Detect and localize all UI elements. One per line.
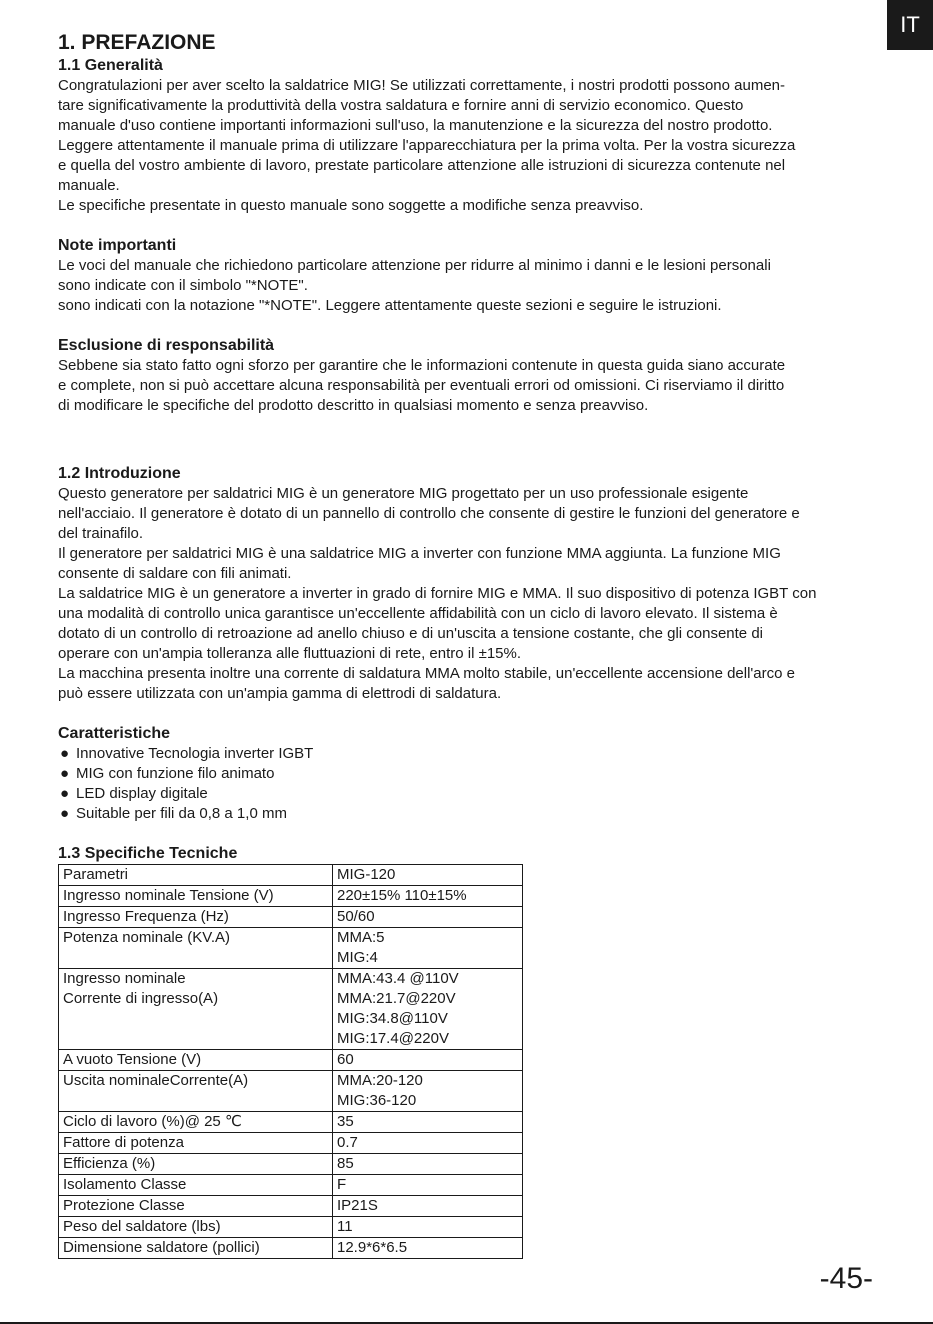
features-list — [58, 744, 893, 824]
disclaimer-heading: Esclusione di responsabilità — [58, 337, 275, 354]
cell-line: MIG:34.8@110V — [337, 1010, 448, 1027]
language-tab: IT — [887, 0, 933, 50]
spec-value-cell — [333, 1071, 523, 1112]
table-row — [59, 1071, 523, 1112]
text-line: tare significativamente la produttività della vostra saldatura e fornire anni di servizio economico. Questo — [58, 97, 744, 114]
spec-name-cell — [59, 1217, 333, 1238]
cell-line: Potenza nominale (KV.A) — [63, 929, 231, 946]
specs-table — [58, 864, 523, 1259]
text-line: sono indicate con il simbolo "*NOTE". — [58, 277, 308, 294]
cell-line: 60 — [337, 1051, 354, 1068]
spec-value-cell — [333, 1238, 523, 1259]
text-line: può essere utilizzata con un'ampia gamma di elettrodi di saldatura. — [58, 685, 502, 702]
page-title: 1. PREFAZIONE — [58, 31, 216, 54]
spec-name-cell — [59, 907, 333, 928]
page-number: -45- — [819, 1262, 873, 1295]
cell-line: Isolamento Classe — [63, 1176, 187, 1193]
text-line: e quella del vostro ambiente di lavoro, prestate particolare attenzione alle istruzioni di sicurezza contenute nel — [58, 157, 786, 174]
cell-line: 35 — [337, 1113, 354, 1130]
page-content — [58, 30, 893, 1259]
feature-item — [58, 804, 893, 824]
table-row — [59, 928, 523, 969]
text-line: manuale. — [58, 177, 120, 194]
spec-value-cell — [333, 1196, 523, 1217]
text-line: Congratulazioni per aver scelto la saldatrice MIG! Se utilizzati correttamente, i nostri prodotti possono aumen- — [58, 77, 786, 94]
feature-item — [58, 784, 893, 804]
text-line: nell'acciaio. Il generatore è dotato di un pannello di controllo che consente di gestire le funzioni del generatore e — [58, 505, 800, 522]
table-row — [59, 1217, 523, 1238]
spec-value-cell — [333, 865, 523, 886]
cell-line: F — [337, 1176, 347, 1193]
cell-line: 12.9*6*6.5 — [337, 1239, 408, 1256]
cell-line: MMA:21.7@220V — [337, 990, 456, 1007]
spec-name-cell — [59, 1071, 333, 1112]
spec-value-cell — [333, 907, 523, 928]
note-heading: Note importanti — [58, 237, 177, 254]
feature-label: Innovative Tecnologia inverter IGBT — [76, 745, 314, 762]
cell-line: Ingresso Frequenza (Hz) — [63, 908, 229, 925]
spec-name-cell — [59, 886, 333, 907]
bullet-icon: ● — [60, 805, 70, 822]
table-row — [59, 1133, 523, 1154]
table-row — [59, 1154, 523, 1175]
cell-line: MIG:36-120 — [337, 1092, 417, 1109]
cell-line: Ingresso nominale Tensione (V) — [63, 887, 274, 904]
text-line: e complete, non si può accettare alcuna responsabilità per eventuali errori od omissioni. Ci riserviamo il diritto — [58, 377, 785, 394]
cell-line: 85 — [337, 1155, 354, 1172]
table-row — [59, 1175, 523, 1196]
spec-name-cell — [59, 865, 333, 886]
table-row — [59, 1238, 523, 1259]
cell-line: 11 — [337, 1218, 353, 1235]
table-row — [59, 865, 523, 886]
text-line: una modalità di controllo unica garantisce un'eccellente affidabilità con un ciclo di lavoro elevato. Il sistema è — [58, 605, 778, 622]
cell-line: 50/60 — [337, 908, 375, 925]
spec-value-cell — [333, 969, 523, 1050]
cell-line: Uscita nominaleCorrente(A) — [63, 1072, 249, 1089]
cell-line: Parametri — [63, 866, 129, 883]
cell-line: MMA:5 — [337, 929, 385, 946]
bullet-icon: ● — [60, 745, 70, 762]
cell-line: Corrente di ingresso(A) — [63, 990, 219, 1007]
spec-value-cell — [333, 928, 523, 969]
spec-value-cell — [333, 1217, 523, 1238]
table-row — [59, 969, 523, 1050]
spec-name-cell — [59, 1050, 333, 1071]
table-row — [59, 1112, 523, 1133]
feature-label: LED display digitale — [76, 785, 208, 802]
table-row — [59, 1050, 523, 1071]
table-row — [59, 1196, 523, 1217]
bullet-icon: ● — [60, 785, 70, 802]
spec-name-cell — [59, 969, 333, 1050]
cell-line: A vuoto Tensione (V) — [63, 1051, 202, 1068]
introduzione-body — [58, 484, 893, 704]
text-line: Le specifiche presentate in questo manuale sono soggette a modifiche senza preavviso. — [58, 197, 644, 214]
cell-line: Peso del saldatore (lbs) — [63, 1218, 221, 1235]
cell-line: 220±15% 110±15% — [337, 887, 467, 904]
spec-name-cell — [59, 1175, 333, 1196]
spec-value-cell — [333, 1050, 523, 1071]
cell-line: MIG:17.4@220V — [337, 1030, 449, 1047]
section-heading-specifiche: 1.3 Specifiche Tecniche — [58, 845, 238, 862]
spec-name-cell — [59, 1238, 333, 1259]
text-line: manuale d'uso contiene importanti informazioni sull'uso, la manutenzione e la sicurezza del nostro prodotto. — [58, 117, 773, 134]
table-row — [59, 886, 523, 907]
text-line: La saldatrice MIG è un generatore a inverter in grado di fornire MIG e MMA. Il suo dispositivo di potenza IGBT con — [58, 585, 817, 602]
cell-line: Protezione Classe — [63, 1197, 185, 1214]
cell-line: Dimensione saldatore (pollici) — [63, 1239, 260, 1256]
bullet-icon: ● — [60, 765, 70, 782]
cell-line: IP21S — [337, 1197, 378, 1214]
generalita-body — [58, 76, 893, 216]
spec-name-cell — [59, 1133, 333, 1154]
spec-name-cell — [59, 928, 333, 969]
text-line: dotato di un controllo di retroazione ad anello chiuso e di un'uscita a tensione costante, che gli consente di — [58, 625, 763, 642]
cell-line: Fattore di potenza — [63, 1134, 184, 1151]
spec-name-cell — [59, 1154, 333, 1175]
spec-value-cell — [333, 1175, 523, 1196]
text-line: Il generatore per saldatrici MIG è una saldatrice MIG a inverter con funzione MMA aggiunta. La funzione MIG — [58, 545, 781, 562]
spec-value-cell — [333, 1154, 523, 1175]
table-row — [59, 907, 523, 928]
spec-name-cell — [59, 1196, 333, 1217]
text-line: consente di saldare con fili animati. — [58, 565, 292, 582]
text-line: Sebbene sia stato fatto ogni sforzo per garantire che le informazioni contenute in questa guida siano accurate — [58, 357, 786, 374]
section-heading-generalita: 1.1 Generalità — [58, 57, 163, 74]
disclaimer-body — [58, 356, 893, 416]
cell-line: MIG-120 — [337, 866, 396, 883]
cell-line: 0.7 — [337, 1134, 358, 1151]
features-heading: Caratteristiche — [58, 725, 171, 742]
cell-line: Ingresso nominale — [63, 970, 186, 987]
text-line: Le voci del manuale che richiedono particolare attenzione per ridurre al minimo i danni e le lesioni personali — [58, 257, 771, 274]
feature-label: Suitable per fili da 0,8 a 1,0 mm — [76, 805, 287, 822]
cell-line: MMA:20-120 — [337, 1072, 423, 1089]
feature-item — [58, 764, 893, 784]
text-line: La macchina presenta inoltre una corrente di saldatura MMA molto stabile, un'eccellente accensione dell'arco e — [58, 665, 795, 682]
cell-line: Efficienza (%) — [63, 1155, 156, 1172]
text-line: Leggere attentamente il manuale prima di utilizzare l'apparecchiatura per la prima volta. Per la vostra sicurezza — [58, 137, 796, 154]
section-heading-introduzione: 1.2 Introduzione — [58, 465, 181, 482]
spec-value-cell — [333, 1112, 523, 1133]
note-body — [58, 256, 893, 316]
feature-item — [58, 744, 893, 764]
cell-line: MMA:43.4 @110V — [337, 970, 459, 987]
text-line: del trainafilo. — [58, 525, 144, 542]
text-line: sono indicati con la notazione "*NOTE". Leggere attentamente queste sezioni e seguire le istruzioni. — [58, 297, 722, 314]
spec-name-cell — [59, 1112, 333, 1133]
cell-line: MIG:4 — [337, 949, 378, 966]
text-line: di modificare le specifiche del prodotto descritto in qualsiasi momento e senza preavviso. — [58, 397, 649, 414]
spec-value-cell — [333, 886, 523, 907]
cell-line: Ciclo di lavoro (%)@ 25 ℃ — [63, 1113, 242, 1130]
text-line: Questo generatore per saldatrici MIG è un generatore MIG progettato per un uso professionale esigente — [58, 485, 749, 502]
spec-value-cell — [333, 1133, 523, 1154]
text-line: operare con un'ampia tolleranza alle fluttuazioni di rete, entro il ±15%. — [58, 645, 522, 662]
feature-label: MIG con funzione filo animato — [76, 765, 275, 782]
